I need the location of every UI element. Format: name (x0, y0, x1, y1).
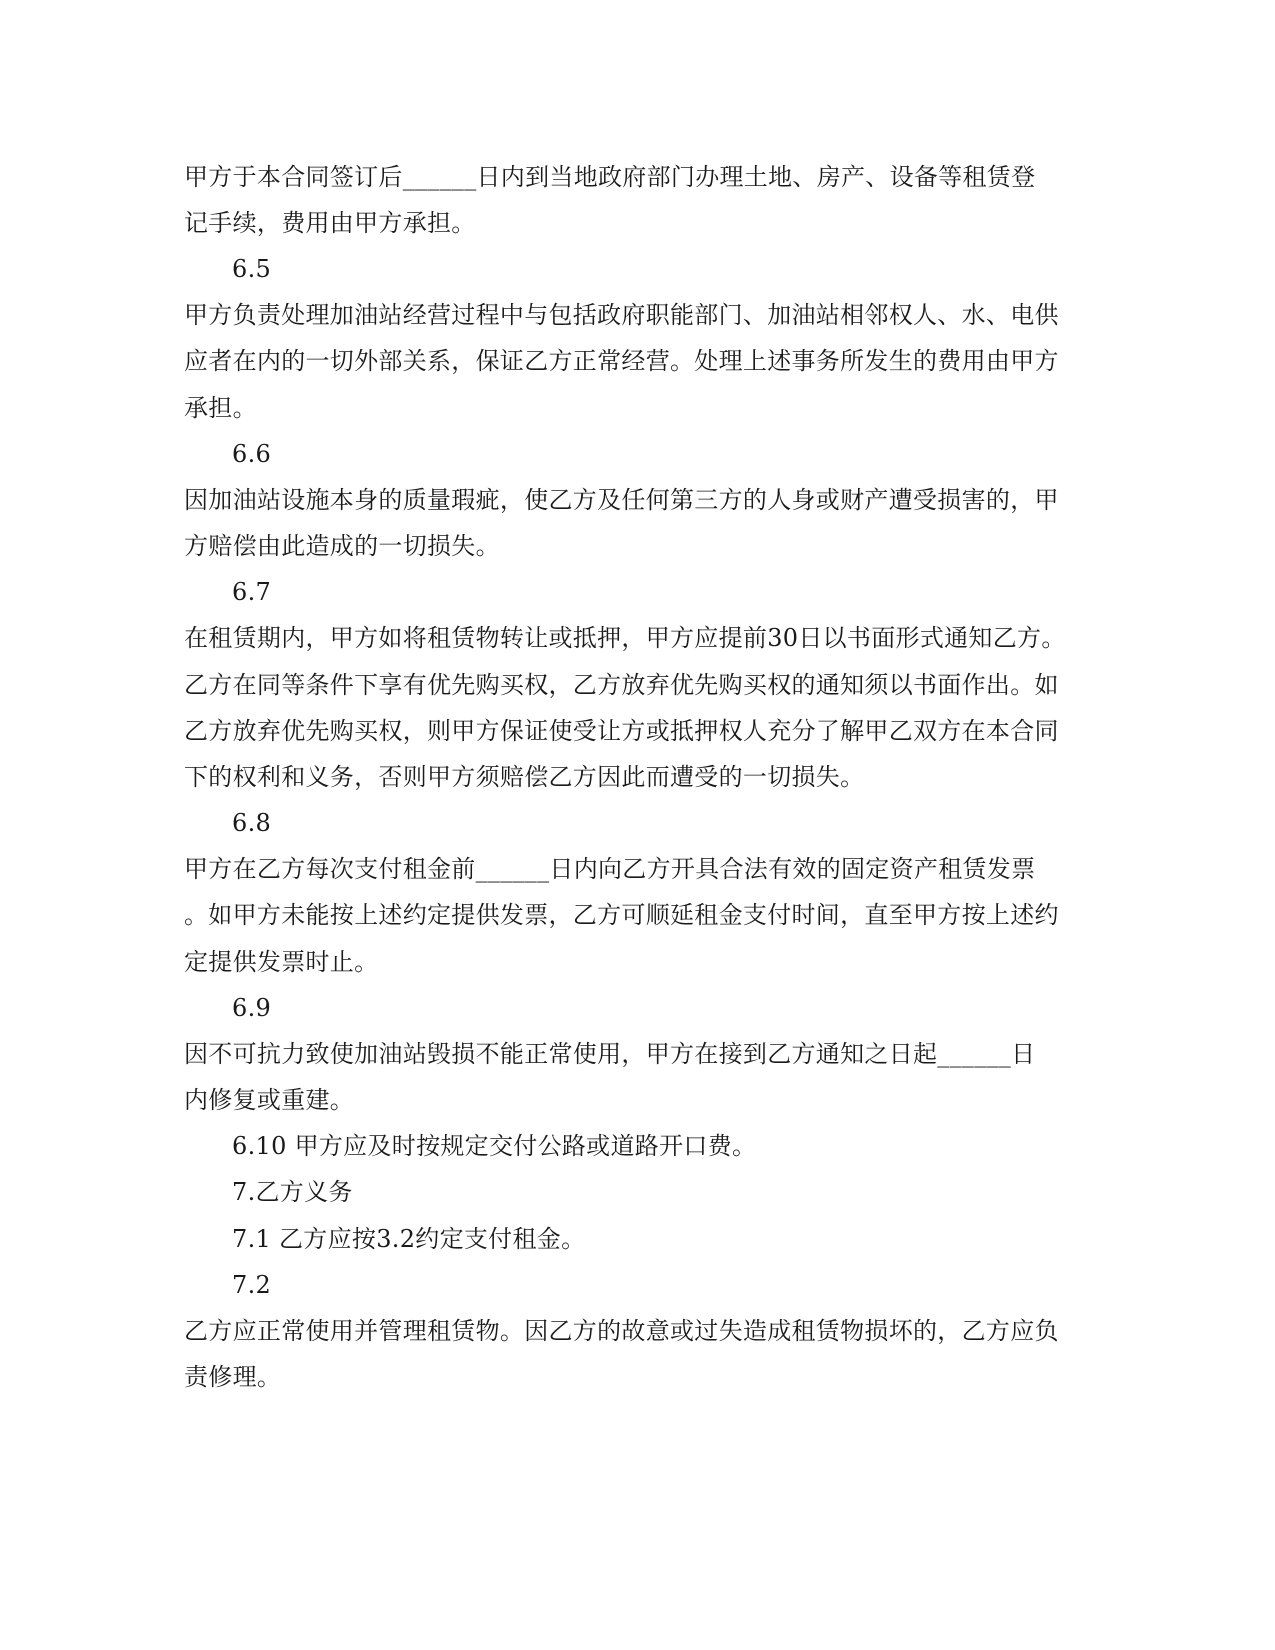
body-text-line: 甲方于本合同签订后______日内到当地政府部门办理土地、房产、设备等租赁登 (184, 163, 1036, 191)
body-text-line: 责修理。 (184, 1363, 282, 1391)
section-heading: 7.乙方义务 (232, 1178, 353, 1206)
body-text-line: 应者在内的一切外部关系，保证乙方正常经营。处理上述事务所发生的费用由甲方 (184, 347, 1059, 375)
body-text-line: 定提供发票时止。 (184, 948, 379, 976)
clause-number: 7.2 (232, 1271, 272, 1299)
body-text-line: 因加油站设施本身的质量瑕疵，使乙方及任何第三方的人身或财产遭受损害的，甲 (184, 486, 1059, 514)
clause-number: 6.6 (232, 440, 272, 468)
clause-number: 6.8 (232, 809, 272, 837)
clause-text: 6.10 甲方应及时按规定交付公路或道路开口费。 (232, 1132, 757, 1160)
body-text-line: 因不可抗力致使加油站毁损不能正常使用，甲方在接到乙方通知之日起______日 (184, 1040, 1036, 1068)
clause-number: 6.5 (232, 255, 272, 283)
body-text-line: 甲方负责处理加油站经营过程中与包括政府职能部门、加油站相邻权人、水、电供 (184, 301, 1059, 329)
body-text-line: 乙方应正常使用并管理租赁物。因乙方的故意或过失造成租赁物损坏的，乙方应负 (184, 1317, 1059, 1345)
body-text-line: 乙方放弃优先购买权，则甲方保证使受让方或抵押权人充分了解甲乙双方在本合同 (184, 717, 1059, 745)
body-text-line: 在租赁期内，甲方如将租赁物转让或抵押，甲方应提前30日以书面形式通知乙方。 (184, 624, 1066, 652)
clause-text: 7.1 乙方应按3.2约定支付租金。 (232, 1225, 586, 1253)
body-text-line: 承担。 (184, 394, 257, 422)
clause-number: 6.7 (232, 578, 272, 606)
clause-number: 6.9 (232, 994, 272, 1022)
body-text-line: 乙方在同等条件下享有优先购买权，乙方放弃优先购买权的通知须以书面作出。如 (184, 671, 1059, 699)
body-text-line: 。如甲方未能按上述约定提供发票，乙方可顺延租金支付时间，直至甲方按上述约 (184, 901, 1059, 929)
body-text-line: 内修复或重建。 (184, 1086, 355, 1114)
body-text-line: 记手续，费用由甲方承担。 (184, 209, 476, 237)
body-text-line: 甲方在乙方每次支付租金前______日内向乙方开具合法有效的固定资产租赁发票 (184, 855, 1036, 883)
body-text-line: 下的权利和义务，否则甲方须赔偿乙方因此而遭受的一切损失。 (184, 763, 865, 791)
body-text-line: 方赔偿由此造成的一切损失。 (184, 532, 500, 560)
